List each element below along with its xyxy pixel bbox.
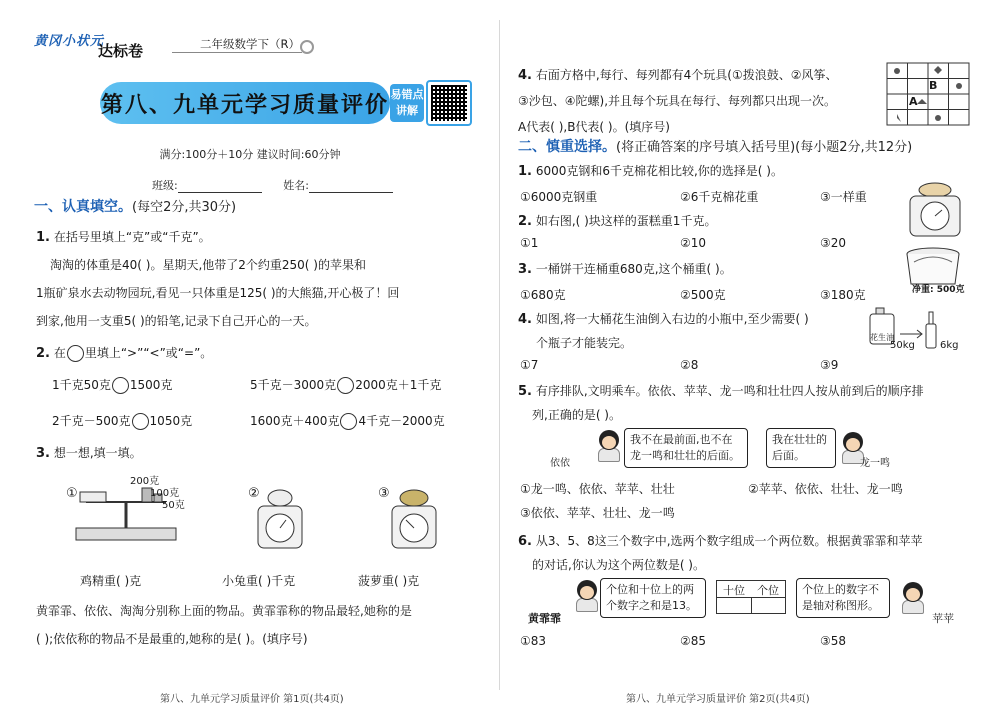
- s2-q2-opt2[interactable]: ②10: [680, 236, 707, 250]
- q2-prompt: 2. 在 里填上“>”“<”或“=”。: [36, 346, 213, 361]
- brand-logo: 黄冈小状元: [34, 34, 105, 49]
- q4-line1: 4. 右面方格中,每行、每列都有4个玩具(①拨浪鼓、②风筝、: [518, 68, 838, 83]
- name-yiyi: 依依: [550, 458, 570, 469]
- tens-label: 十位: [723, 584, 745, 597]
- pineapple-scale-icon: [386, 488, 442, 550]
- item1-marker: ①: [66, 486, 78, 501]
- q3-pineapple-answer: 菠萝重( )克: [358, 574, 420, 588]
- s2-q1-opt1[interactable]: ①6000克钢重: [520, 190, 598, 204]
- q3-chicken-answer: 鸡精重( )克: [80, 574, 142, 588]
- s2-q5-opt3[interactable]: ③依依、苹苹、壮壮、龙一鸣: [520, 506, 675, 520]
- s2-q4-opt1[interactable]: ①7: [520, 358, 539, 372]
- class-field[interactable]: [178, 181, 262, 193]
- s2-q2-opt3[interactable]: ③20: [820, 236, 847, 250]
- rabbit-scale-icon: [252, 488, 308, 550]
- speech-bubble-yiyi: 我不在最前面,也不在 龙一鸣和壮壮的后面。: [624, 428, 748, 468]
- circle-sample: [67, 345, 84, 362]
- s2-q4-line2: 个瓶子才能装完。: [536, 336, 633, 350]
- brand-subtitle: 达标卷: [98, 42, 144, 60]
- name-field[interactable]: [309, 181, 393, 193]
- grade-underline: [172, 52, 302, 53]
- q4-line3: A代表( ),B代表( )。(填序号): [518, 120, 670, 134]
- error-tag[interactable]: 易错点讲解: [390, 84, 424, 122]
- grid-cell-a: A: [909, 95, 918, 108]
- oil-label: 花生油: [870, 333, 894, 342]
- q3-para2: ( );依依称的物品不是最重的,她称的是( )。(填序号): [36, 632, 308, 646]
- kid-huangfeifei-icon: [574, 580, 600, 614]
- name-huangfeifei: 黄霏霏: [528, 612, 561, 625]
- compare-circle[interactable]: [340, 413, 357, 430]
- s2-q6-opt2[interactable]: ②85: [680, 634, 707, 648]
- compare-circle[interactable]: [112, 377, 129, 394]
- s2-q3-opt1[interactable]: ①680克: [520, 288, 566, 302]
- speech-bubble-pingping: 个位上的数字不 是轴对称图形。: [796, 578, 890, 618]
- footer-right: 第八、九单元学习质量评价 第2页(共4页): [626, 694, 810, 705]
- s2-q6-opt3[interactable]: ③58: [820, 634, 847, 648]
- s2-q5-opt1[interactable]: ①龙一鸣、依依、苹苹、壮壮: [520, 482, 675, 496]
- s2-q4-opt3[interactable]: ③9: [820, 358, 839, 372]
- page-title: 第八、九单元学习质量评价: [100, 82, 390, 124]
- q2-row1b: 5千克－3000克 2000克＋1千克: [250, 378, 442, 392]
- s2-q3-prompt: 3. 一桶饼干连桶重680克,这个桶重( )。: [518, 262, 732, 277]
- item2-marker: ②: [248, 486, 260, 501]
- kid-yiyi-icon: [596, 430, 622, 464]
- name-longyiming: 龙一鸣: [860, 458, 890, 469]
- place-value-table: [716, 580, 786, 614]
- q1-line3: 到家,他用一支重5( )的铅笔,记录下自己开心的一天。: [36, 314, 317, 328]
- big-bottle-weight: 50kg: [890, 340, 915, 351]
- q3-para1: 黄霏霏、依依、淘淘分别称上面的物品。黄霏霏称的物品最轻,她称的是: [36, 604, 412, 618]
- grade-label: 二年级数学下（R）: [200, 37, 300, 51]
- section2-heading: 二、慎重选择。(将正确答案的序号填入括号里)(每小题2分,共12分): [518, 139, 913, 155]
- speech-bubble-huangfeifei: 个位和十位上的两 个数字之和是13。: [600, 578, 706, 618]
- q2-row2b: 1600克＋400克 4千克－2000克: [250, 414, 445, 428]
- q1-line1: 淘淘的体重是40( )。星期天,他带了2个约重250( )的苹果和: [50, 258, 366, 272]
- s2-q4-line1: 4. 如图,将一大桶花生油倒入右边的小瓶中,至少需要( ): [518, 312, 809, 327]
- item3-marker: ③: [378, 486, 390, 501]
- section1-heading: 一、认真填空。(每空2分,共30分): [34, 199, 237, 215]
- q4-line2: ③沙包、④陀螺),并且每个玩具在每行、每列都只出现一次。: [518, 94, 837, 108]
- q2-row1a: 1千克50克 1500克: [52, 378, 173, 392]
- s2-q3-opt2[interactable]: ②500克: [680, 288, 726, 302]
- speech-bubble-longyiming: 我在壮壮的 后面。: [766, 428, 836, 468]
- small-bottle-weight: 6kg: [940, 340, 959, 351]
- footer-left: 第八、九单元学习质量评价 第1页(共4页): [160, 694, 344, 705]
- weight-50: 50克: [162, 500, 185, 511]
- weight-200: 200克: [130, 476, 160, 487]
- q2-row2a: 2千克－500克 1050克: [52, 414, 193, 428]
- s2-q5-opt2[interactable]: ②苹苹、依依、壮壮、龙一鸣: [748, 482, 903, 496]
- score-info: 满分:100分＋10分 建议时间:60分钟: [159, 148, 341, 161]
- grid-cell-b: B: [929, 79, 938, 92]
- toy-grid: [886, 62, 970, 126]
- s2-q1-opt3[interactable]: ③一样重: [820, 190, 867, 204]
- s2-q5-line1: 5. 有序排队,文明乘车。依依、苹苹、龙一鸣和壮壮四人按从前到后的顺序排: [518, 384, 924, 399]
- q1-prompt: 1. 在括号里填上“克”或“千克”。: [36, 230, 211, 245]
- s2-q6-opt1[interactable]: ①83: [520, 634, 547, 648]
- name-pingping: 苹苹: [932, 612, 954, 625]
- s2-q3-opt3[interactable]: ③180克: [820, 288, 866, 302]
- bucket-label: 净重: 500克: [912, 285, 965, 295]
- qr-code-icon[interactable]: [426, 80, 472, 126]
- s2-q2-prompt: 2. 如右图,( )块这样的蛋糕重1千克。: [518, 214, 717, 229]
- q3-rabbit-answer: 小兔重( )千克: [222, 574, 296, 588]
- s2-q2-opt1[interactable]: ①1: [520, 236, 539, 250]
- s2-q6-line1: 6. 从3、5、8这三个数字中,选两个数字组成一个两位数。根据黄霏霏和苹苹: [518, 534, 923, 549]
- s2-q1-opt2[interactable]: ②6千克棉花重: [680, 190, 759, 204]
- q1-line2: 1瓶矿泉水去动物园玩,看见一只体重是125( )的大熊猫,开心极了！回: [36, 286, 400, 300]
- cake-scale-icon: [904, 180, 966, 238]
- weight-100: 100克: [150, 488, 180, 499]
- kid-pingping-icon: [900, 582, 926, 616]
- swirl-icon: [300, 40, 314, 54]
- s2-q1-prompt: 1. 6000克钢和6千克棉花相比较,你的选择是( )。: [518, 164, 783, 179]
- compare-circle[interactable]: [337, 377, 354, 394]
- s2-q4-opt2[interactable]: ②8: [680, 358, 699, 372]
- compare-circle[interactable]: [132, 413, 149, 430]
- student-info: 班级: 姓名:: [152, 177, 411, 193]
- s2-q6-line2: 的对话,你认为这个两位数是( )。: [532, 558, 705, 572]
- q3-prompt: 3. 想一想,填一填。: [36, 446, 142, 461]
- s2-q5-line2: 列,正确的是( )。: [532, 408, 621, 422]
- ones-label: 个位: [757, 584, 779, 597]
